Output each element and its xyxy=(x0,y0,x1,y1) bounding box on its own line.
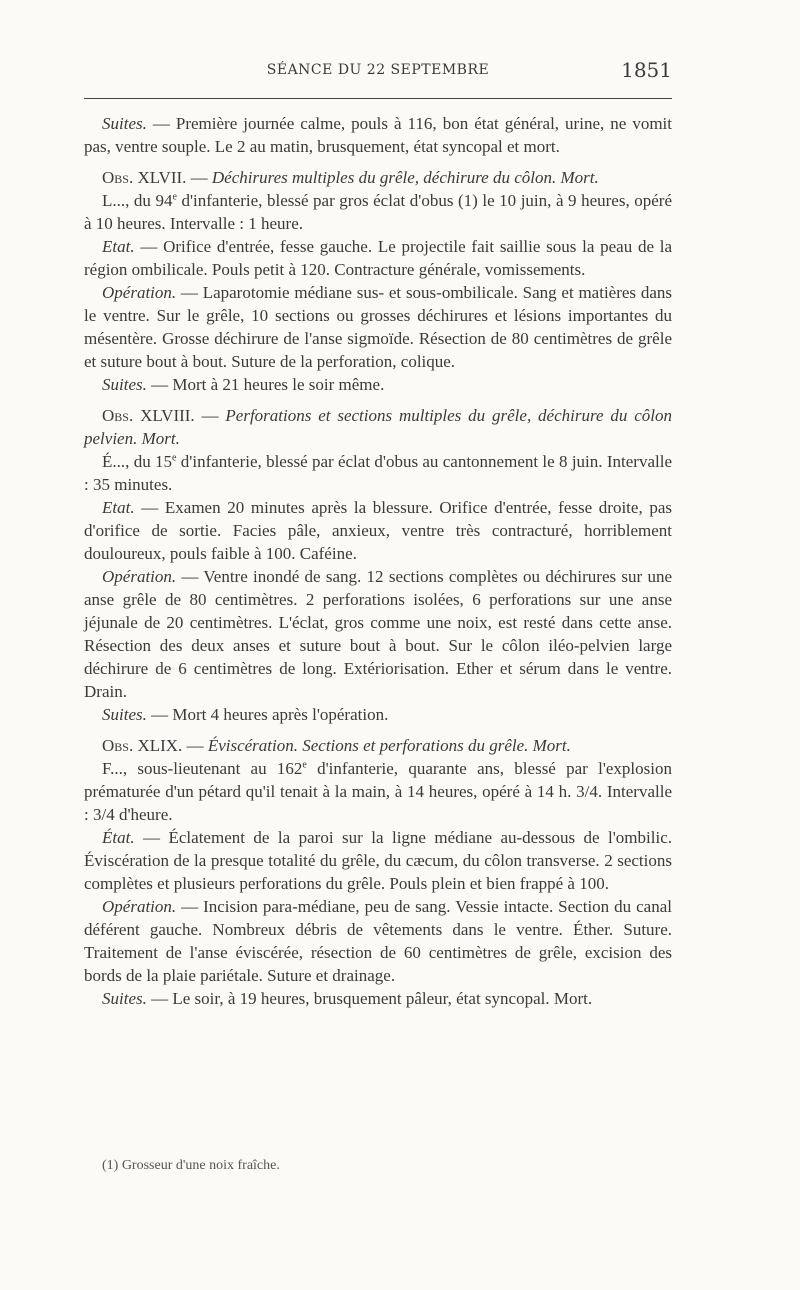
suites-paragraph xyxy=(84,373,672,396)
suites-label: Suites. xyxy=(102,705,147,724)
etat-text: — Orifice d'entrée, fesse gauche. Le projectile fait saillie sous la peau de la région ombilicale. Pouls petit à 120. Contracture générale, vomissements. xyxy=(84,237,672,279)
etat-paragraph xyxy=(84,826,672,895)
etat-label: État. xyxy=(102,828,135,847)
suites-text: — Mort 4 heures après l'opération. xyxy=(146,705,389,724)
suites-paragraph xyxy=(84,987,672,1010)
suites-label: Suites. xyxy=(102,114,147,133)
etat-paragraph xyxy=(84,235,672,281)
case-text-a: L..., du 94 xyxy=(102,191,173,210)
ordinal-suffix: e xyxy=(172,452,177,464)
case-text-b: d'infanterie, quarante ans, blessé par l'explosion prématurée d'un pétard qu'il tenait à la main, à 14 heures, opéré à 14 h. 3/4. Intervalle : 3/4 d'heure. xyxy=(84,759,672,824)
suites-label: Suites. xyxy=(102,375,147,394)
suites-paragraph xyxy=(84,112,672,158)
observation-heading-49 xyxy=(84,734,672,757)
operation-label: Opération. xyxy=(102,897,177,916)
case-text-b: d'infanterie, blessé par gros éclat d'obus (1) le 10 juin, à 9 heures, opéré à 10 heures. Intervalle : 1 heure. xyxy=(84,191,672,233)
etat-text: — Examen 20 minutes après la blessure. Orifice d'entrée, fesse droite, pas d'orifice de sortie. Facies pâle, anxieux, ventre très contracturé, horriblement douloureux, pouls faible à 100. Caféine. xyxy=(84,498,672,563)
suites-text: — Mort à 21 heures le soir même. xyxy=(146,375,385,394)
operation-label: Opération. xyxy=(102,283,177,302)
case-text-a: É..., du 15 xyxy=(102,452,173,471)
suites-label: Suites. xyxy=(102,989,147,1008)
etat-text: — Éclatement de la paroi sur la ligne médiane au-dessous de l'ombilic. Éviscération de la presque totalité du grêle, du cæcum, du côlon transverse. 2 sections complètes et plusieurs perforations du grêle. Pouls plein et bien frappé à 100. xyxy=(84,828,672,893)
running-title: SÉANCE DU 22 SEPTEMBRE xyxy=(266,62,490,78)
footnote: (1) Grosseur d'une noix fraîche. xyxy=(102,1158,280,1173)
observation-title: Éviscération. Sections et perforations du grêle. Mort. xyxy=(207,736,571,755)
observation-number: Obs. XLVIII. xyxy=(102,406,195,425)
etat-label: Etat. xyxy=(102,498,135,517)
case-description xyxy=(84,450,672,496)
suites-text: — Le soir, à 19 heures, brusquement pâleur, état syncopal. Mort. xyxy=(146,989,593,1008)
etat-label: Etat. xyxy=(102,237,135,256)
operation-paragraph xyxy=(84,565,672,703)
ordinal-suffix: e xyxy=(172,191,177,203)
operation-text: — Ventre inondé de sang. 12 sections complètes ou déchirures sur une anse grêle de 80 centimètres. 2 perforations isolées, 6 perforations sur une anse jéjunale de 20 centimètres. L'éclat, gros comme une noix, est resté dans cette anse. Résection des deux anses et suture bout à bout. Sur le côlon iléo-pelvien large déchirure de 6 centimètres de long. Extériorisation. Ether et sérum dans le ventre. Drain. xyxy=(84,567,672,701)
operation-text: — Incision para-médiane, peu de sang. Vessie intacte. Section du canal déférent gauche. Nombreux débris de vêtements dans le ventre. Éther. Suture. Traitement de l'anse éviscérée, résection de 60 centimètres de grêle, excision des bords de la plaie pariétale. Suture et drainage. xyxy=(84,897,672,985)
observation-number: Obs. XLVII. xyxy=(102,168,187,187)
case-text-b: d'infanterie, blessé par éclat d'obus au cantonnement le 8 juin. Intervalle : 35 minutes. xyxy=(84,452,672,494)
observation-title: Déchirures multiples du grêle, déchirure du côlon. Mort. xyxy=(211,168,599,187)
operation-label: Opération. xyxy=(102,567,177,586)
operation-text: — Laparotomie médiane sus- et sous-ombilicale. Sang et matières dans le ventre. Sur le grêle, 10 sections ou grosses déchirures et lésions importantes du mésentère. Grosse déchirure de l'anse sigmoïde. Résection de 80 centimètres de grêle et suture bout à bout. Suture de la perforation, colique. xyxy=(84,283,672,371)
ordinal-suffix: e xyxy=(302,759,307,771)
operation-paragraph xyxy=(84,281,672,373)
page-header xyxy=(84,58,672,86)
heading-dash: — xyxy=(182,736,208,755)
page-body xyxy=(84,112,672,1010)
heading-dash: — xyxy=(194,406,226,425)
case-description xyxy=(84,189,672,235)
page-number: 1851 xyxy=(621,58,672,82)
suites-text: — Première journée calme, pouls à 116, bon état général, urine, ne vomit pas, ventre souple. Le 2 au matin, brusquement, état syncopal et mort. xyxy=(84,114,672,156)
suites-paragraph xyxy=(84,703,672,726)
etat-paragraph xyxy=(84,496,672,565)
case-text-a: F..., sous-lieutenant au 162 xyxy=(102,759,303,778)
case-description xyxy=(84,757,672,826)
observation-heading-47 xyxy=(84,166,672,189)
heading-dash: — xyxy=(186,168,212,187)
observation-number: Obs. XLIX. xyxy=(102,736,183,755)
observation-heading-48 xyxy=(84,404,672,450)
header-rule xyxy=(84,98,672,99)
observation-title: Perforations et sections multiples du grêle, déchirure du côlon pelvien. Mort. xyxy=(84,406,672,448)
operation-paragraph xyxy=(84,895,672,987)
